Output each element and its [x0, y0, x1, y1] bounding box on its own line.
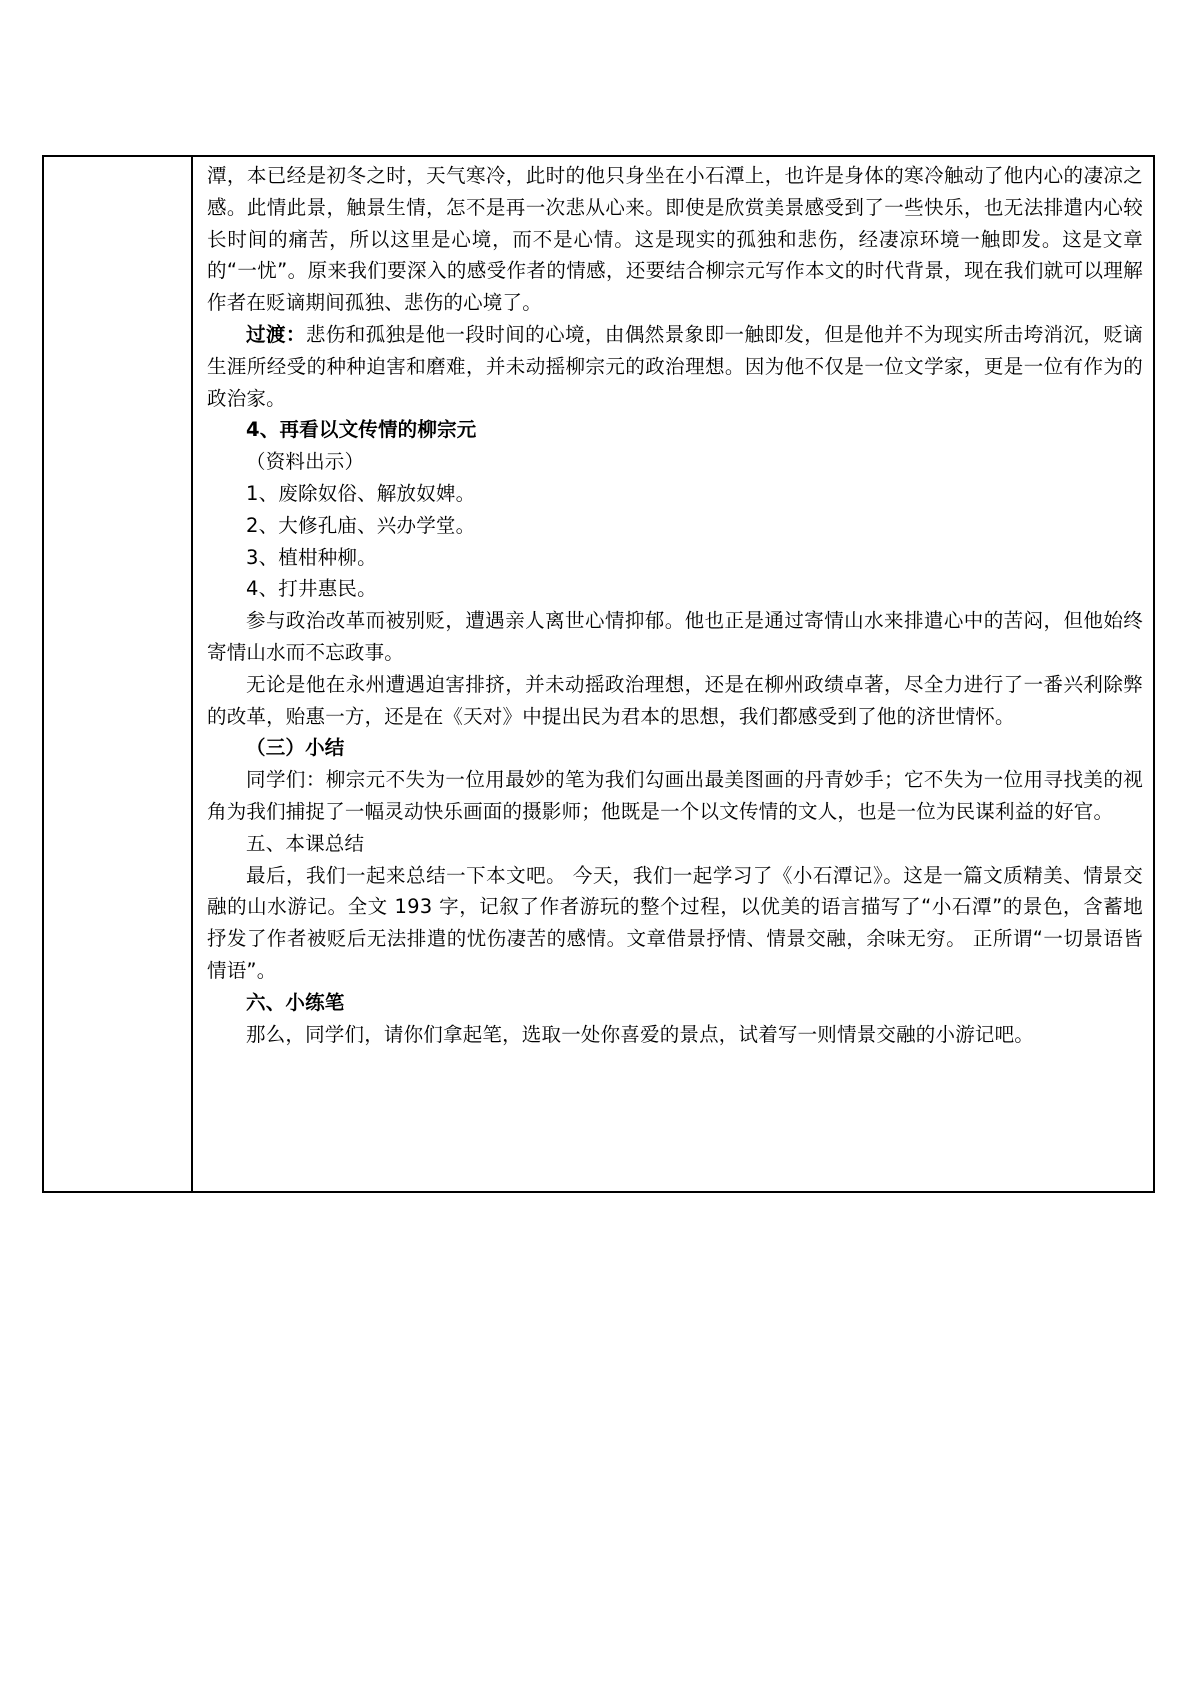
label-column-cell — [43, 156, 192, 1192]
paragraph-p9 — [207, 605, 1143, 669]
paragraph-text: 五、本课总结 — [246, 831, 365, 855]
paragraph-p2 — [207, 319, 1143, 414]
paragraph-text: 最后，我们一起来总结一下本文吧。 今天，我们一起学习了《小石潭记》。这是一篇文质精美、情景交融的山水游记。全文 193 字，记叙了作者游玩的整个过程，以优美的语言描写了“小石潭”的景色，含蓄地抒发了作者被贬后无法排遣的忧伤凄苦的感情。文章借景抒情、情景交融，余味无穷。 正所谓“一切景语皆情语”。 — [207, 863, 1143, 982]
paragraph-text: 2、大修孔庙、兴办学堂。 — [246, 513, 476, 537]
paragraph-p5 — [207, 478, 1143, 510]
paragraph-text: 1、废除奴俗、解放奴婢。 — [246, 481, 476, 505]
paragraph-lead: 过渡： — [246, 322, 306, 346]
paragraph-text: 4、再看以文传情的柳宗元 — [246, 418, 477, 442]
paragraph-text: （三）小结 — [246, 736, 345, 760]
paragraph-p1 — [207, 160, 1143, 319]
paragraph-p11 — [207, 732, 1143, 764]
paragraph-p16 — [207, 1019, 1143, 1051]
paragraph-text: 那么，同学们，请你们拿起笔，选取一处你喜爱的景点，试着写一则情景交融的小游记吧。 — [246, 1022, 1035, 1046]
paragraph-p4 — [207, 446, 1143, 478]
paragraph-p10 — [207, 669, 1143, 733]
paragraph-text: 3、植柑种柳。 — [246, 545, 377, 569]
paragraph-text: 4、打井惠民。 — [246, 577, 377, 601]
paragraph-p15 — [207, 987, 1143, 1019]
paragraph-p13 — [207, 828, 1143, 860]
paragraph-p8 — [207, 573, 1143, 605]
lesson-content — [207, 160, 1143, 1050]
content-column-cell — [192, 156, 1154, 1192]
paragraph-text: 潭，本已经是初冬之时，天气寒冷，此时的他只身坐在小石潭上，也许是身体的寒冷触动了他内心的凄凉之感。此情此景，触景生情，怎不是再一次悲从心来。即使是欣赏美景感受到了一些快乐，也无法排遣内心较长时间的痛苦，所以这里是心境，而不是心情。这是现实的孤独和悲伤，经凄凉环境一触即发。这是文章的“一忧”。原来我们要深入的感受作者的情感，还要结合柳宗元写作本文的时代背景，现在我们就可以理解作者在贬谪期间孤独、悲伤的心境了。 — [207, 164, 1143, 315]
paragraph-text: 同学们：柳宗元不失为一位用最妙的笔为我们勾画出最美图画的丹青妙手；它不失为一位用寻找美的视角为我们捕捉了一幅灵动快乐画面的摄影师；他既是一个以文传情的文人，也是一位为民谋利益的好官。 — [207, 768, 1143, 823]
lesson-plan-table — [42, 155, 1155, 1193]
paragraph-p12 — [207, 764, 1143, 828]
paragraph-p7 — [207, 542, 1143, 574]
paragraph-text: 参与政治改革而被别贬，遭遇亲人离世心情抑郁。他也正是通过寄情山水来排遣心中的苦闷，但他始终寄情山水而不忘政事。 — [207, 609, 1143, 664]
paragraph-p6 — [207, 510, 1143, 542]
paragraph-text: 无论是他在永州遭遇迫害排挤，并未动摇政治理想，还是在柳州政绩卓著，尽全力进行了一番兴利除弊的改革，贻惠一方，还是在《天对》中提出民为君本的思想，我们都感受到了他的济世情怀。 — [207, 672, 1143, 728]
paragraph-p14 — [207, 860, 1143, 987]
paragraph-p3 — [207, 414, 1143, 446]
paragraph-text: （资料出示） — [246, 450, 365, 474]
paragraph-text: 六、小练笔 — [246, 990, 345, 1014]
table-row — [43, 156, 1154, 1192]
paragraph-text: 悲伤和孤独是他一段时间的心境，由偶然景象即一触即发，但是他并不为现实所击垮消沉，贬谪生涯所经受的种种迫害和磨难，并未动摇柳宗元的政治理想。因为他不仅是一位文学家，更是一位有作为的政治家。 — [207, 322, 1143, 410]
